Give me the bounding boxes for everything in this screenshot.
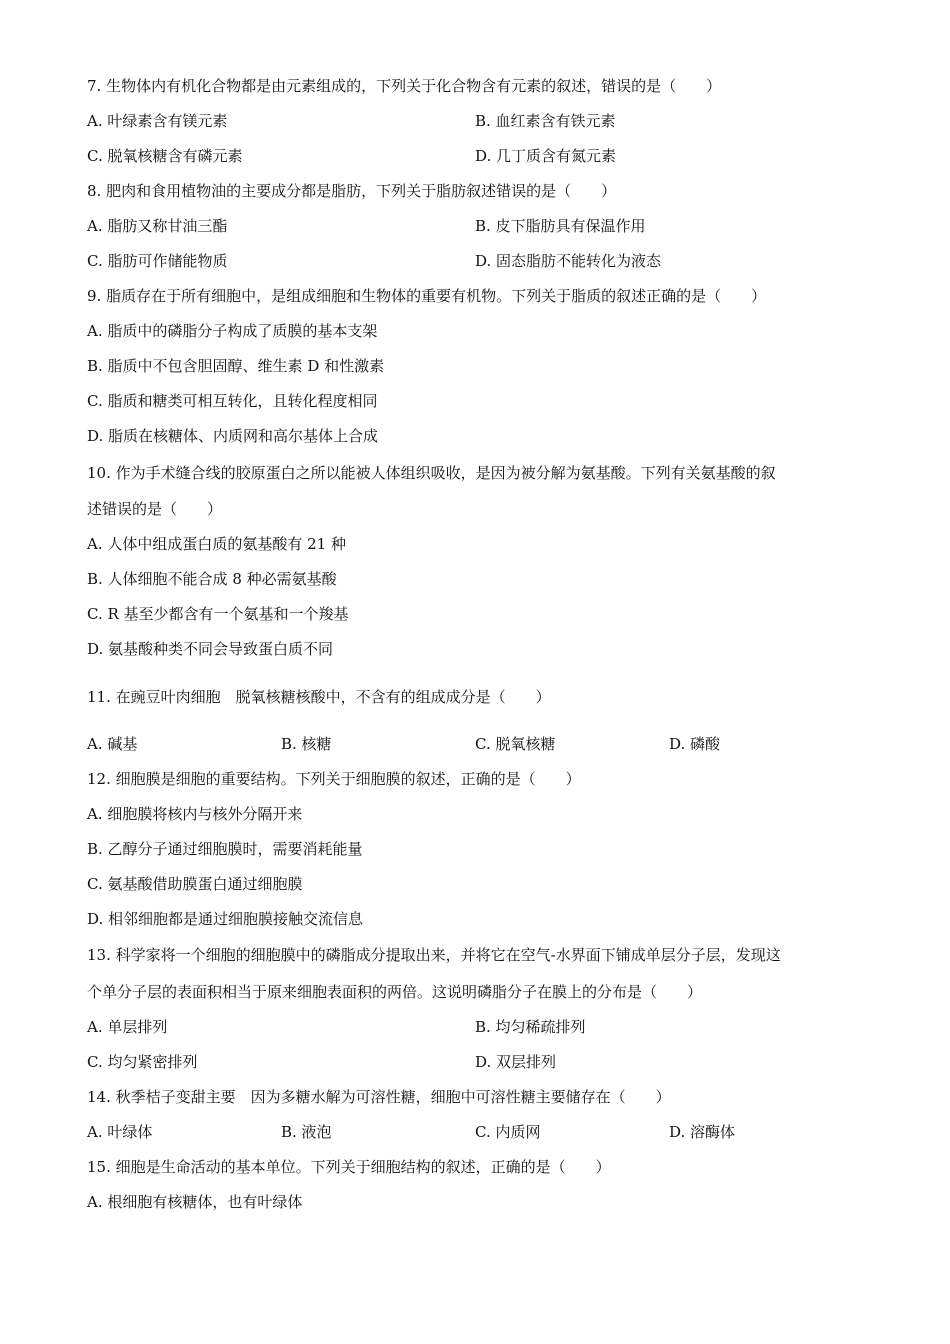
q14-option-a: A. 叶绿体 xyxy=(87,1123,153,1141)
q13-stem-line2: 个单分子层的表面积相当于原来细胞表面积的两倍。这说明磷脂分子在膜上的分布是（ ） xyxy=(87,983,703,1001)
q12-option-c: C. 氨基酸借助膜蛋白通过细胞膜 xyxy=(87,875,303,893)
q12-option-a: A. 细胞膜将核内与核外分隔开来 xyxy=(87,805,303,823)
q15-option-a: A. 根细胞有核糖体，也有叶绿体 xyxy=(87,1193,303,1211)
q10-option-a: A. 人体中组成蛋白质的氨基酸有 21 种 xyxy=(87,535,346,553)
q8-option-c: C. 脂肪可作储能物质 xyxy=(87,252,228,270)
q10-stem-line2: 述错误的是（ ） xyxy=(87,500,223,518)
q13-stem-line1: 13. 科学家将一个细胞的细胞膜中的磷脂成分提取出来，并将它在空气-水界面下铺成单层分子层，发现这 xyxy=(87,946,781,964)
q7-option-c: C. 脱氧核糖含有磷元素 xyxy=(87,147,243,165)
q8-option-b: B. 皮下脂肪具有保温作用 xyxy=(475,217,646,235)
q14-stem: 14. 秋季桔子变甜主要 因为多糖水解为可溶性糖，细胞中可溶性糖主要储存在（ ） xyxy=(87,1088,671,1106)
q12-option-b: B. 乙醇分子通过细胞膜时，需要消耗能量 xyxy=(87,840,363,858)
q10-option-d: D. 氨基酸种类不同会导致蛋白质不同 xyxy=(87,640,334,658)
q11-option-a: A. 碱基 xyxy=(87,735,138,753)
q12-stem: 12. 细胞膜是细胞的重要结构。下列关于细胞膜的叙述，正确的是（ ） xyxy=(87,770,581,788)
q14-option-c: C. 内质网 xyxy=(475,1123,541,1141)
q9-option-a: A. 脂质中的磷脂分子构成了质膜的基本支架 xyxy=(87,322,378,340)
q9-option-b: B. 脂质中不包含胆固醇、维生素 D 和性激素 xyxy=(87,357,385,375)
q9-option-d: D. 脂质在核糖体、内质网和高尔基体上合成 xyxy=(87,427,379,445)
q8-option-a: A. 脂肪又称甘油三酯 xyxy=(87,217,228,235)
q8-stem: 8. 肥肉和食用植物油的主要成分都是脂肪，下列关于脂肪叙述错误的是（ ） xyxy=(87,182,617,200)
q7-option-a: A. 叶绿素含有镁元素 xyxy=(87,112,228,130)
q11-option-d: D. 磷酸 xyxy=(669,735,721,753)
q14-option-d: D. 溶酶体 xyxy=(669,1123,736,1141)
q11-stem: 11. 在豌豆叶肉细胞 脱氧核糖核酸中，不含有的组成成分是（ ） xyxy=(87,688,551,706)
q11-option-b: B. 核糖 xyxy=(281,735,332,753)
q13-option-b: B. 均匀稀疏排列 xyxy=(475,1018,586,1036)
q13-option-c: C. 均匀紧密排列 xyxy=(87,1053,198,1071)
q15-stem: 15. 细胞是生命活动的基本单位。下列关于细胞结构的叙述，正确的是（ ） xyxy=(87,1158,611,1176)
q9-stem: 9. 脂质存在于所有细胞中，是组成细胞和生物体的重要有机物。下列关于脂质的叙述正确的是（ ） xyxy=(87,287,767,305)
q8-option-d: D. 固态脂肪不能转化为液态 xyxy=(475,252,662,270)
q14-option-b: B. 液泡 xyxy=(281,1123,332,1141)
q13-option-a: A. 单层排列 xyxy=(87,1018,168,1036)
q9-option-c: C. 脂质和糖类可相互转化，且转化程度相同 xyxy=(87,392,378,410)
q10-stem-line1: 10. 作为手术缝合线的胶原蛋白之所以能被人体组织吸收，是因为被分解为氨基酸。下列有关氨基酸的叙 xyxy=(87,464,776,482)
q13-option-d: D. 双层排列 xyxy=(475,1053,557,1071)
q11-option-c: C. 脱氧核糖 xyxy=(475,735,556,753)
q12-option-d: D. 相邻细胞都是通过细胞膜接触交流信息 xyxy=(87,910,364,928)
q7-option-b: B. 血红素含有铁元素 xyxy=(475,112,616,130)
q10-option-c: C. R 基至少都含有一个氨基和一个羧基 xyxy=(87,605,349,623)
q7-option-d: D. 几丁质含有氮元素 xyxy=(475,147,617,165)
q10-option-b: B. 人体细胞不能合成 8 种必需氨基酸 xyxy=(87,570,337,588)
q7-stem: 7. 生物体内有机化合物都是由元素组成的，下列关于化合物含有元素的叙述，错误的是（ ） xyxy=(87,77,722,95)
